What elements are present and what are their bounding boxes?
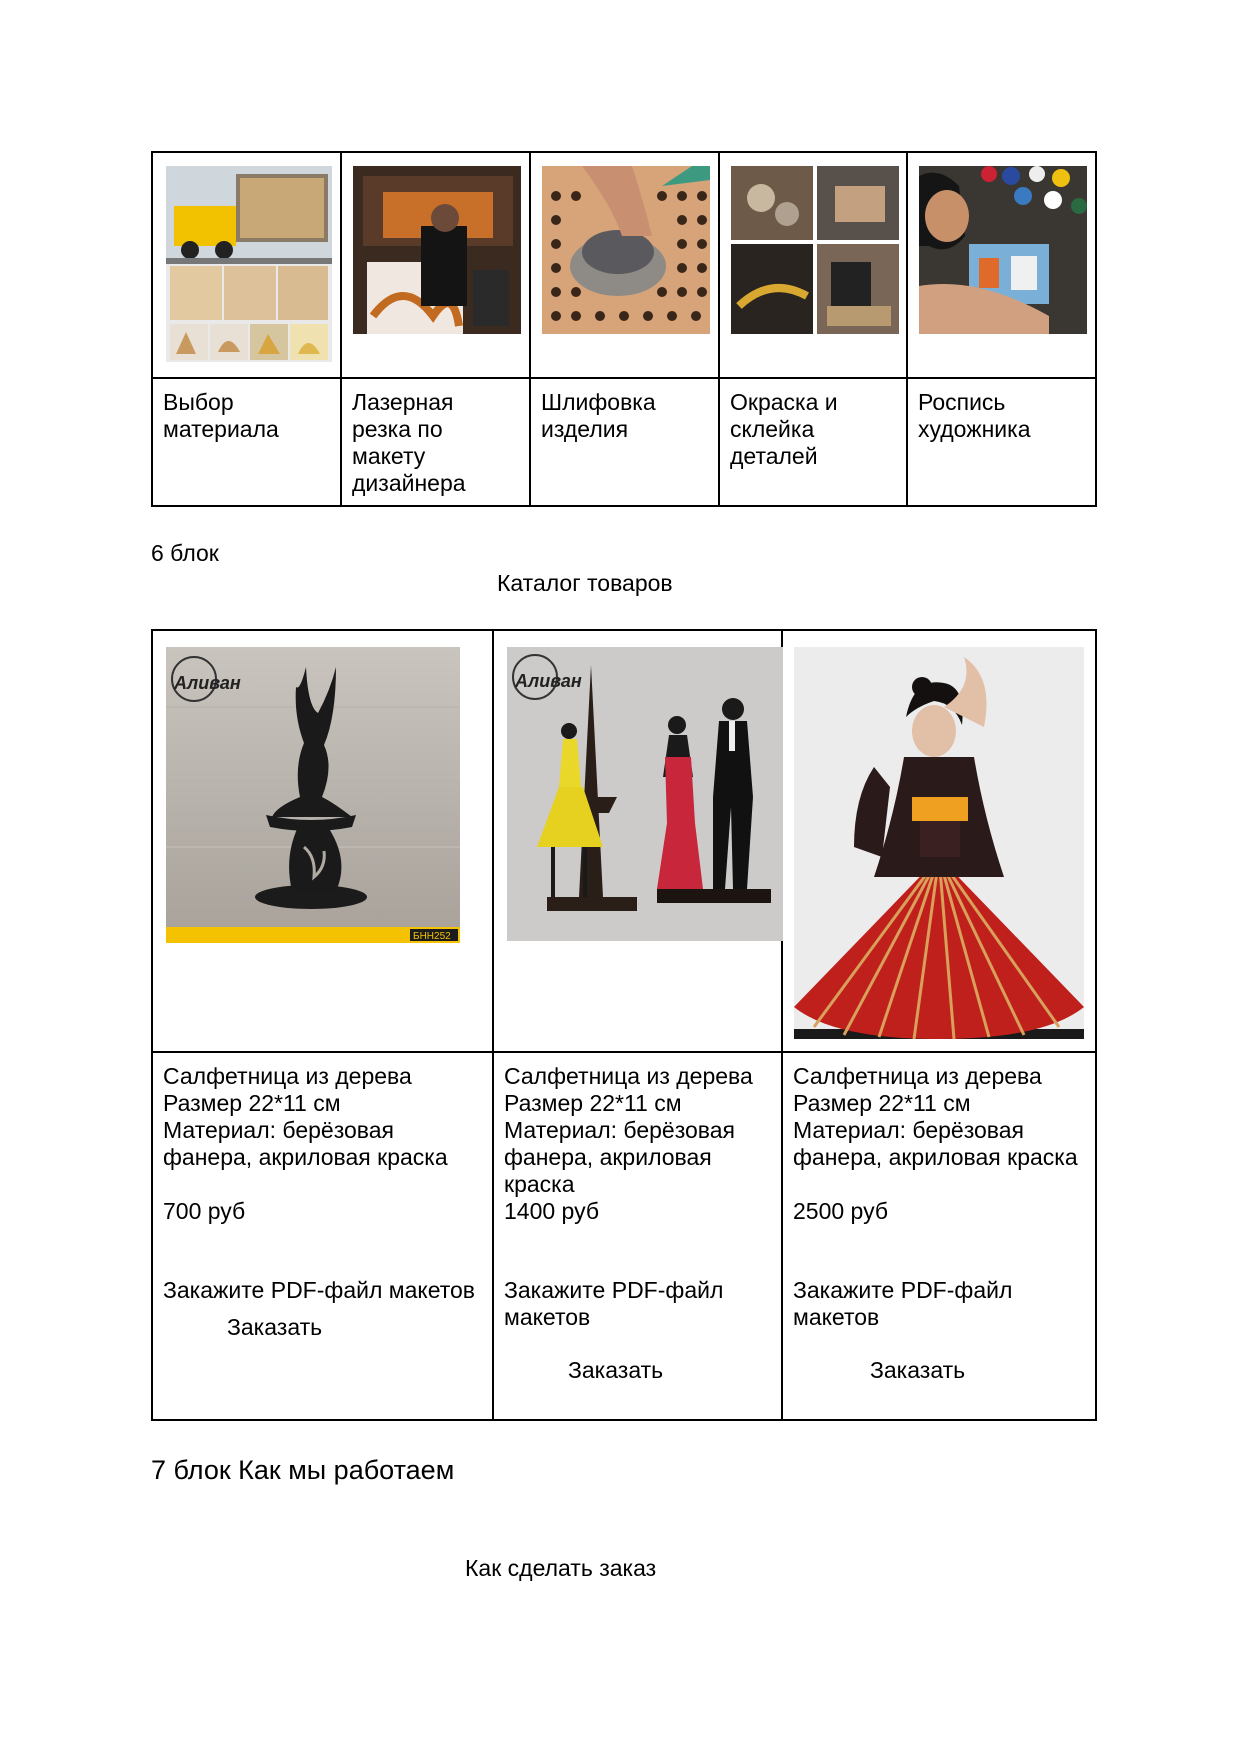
step-caption-line: дизайнера: [352, 470, 466, 496]
order-pdf-text: Закажите PDF-файл макетов: [163, 1277, 476, 1303]
step-caption-cell: [341, 378, 530, 506]
product-size: Размер 22*11 см: [163, 1090, 341, 1116]
step-photo-cell: [719, 152, 907, 378]
step-caption-line: Выбор: [163, 389, 234, 415]
step-caption-line: Роспись: [918, 389, 1006, 415]
order-button[interactable]: Заказать: [227, 1314, 323, 1340]
step-caption-line: материала: [163, 416, 279, 442]
step-caption: [342, 379, 529, 497]
order-pdf-text: Закажите PDF-файл: [504, 1277, 724, 1303]
product-code-label: БНН252: [413, 931, 451, 942]
block-label: 6 блок: [151, 540, 219, 566]
step-caption-line: Лазерная: [352, 389, 454, 415]
step-caption: [908, 379, 1095, 443]
order-pdf-text: Закажите PDF-файл: [793, 1277, 1013, 1303]
order-pdf-text-cont: макетов: [793, 1304, 880, 1330]
painting-gluing-photo: [731, 166, 899, 334]
product-info-cell: [493, 1052, 782, 1420]
product-material: краска: [504, 1171, 575, 1197]
order-button[interactable]: Заказать: [870, 1357, 966, 1383]
step-caption-cell: [530, 378, 719, 506]
product-info: [783, 1053, 1095, 1384]
how-to-order-title: Как сделать заказ: [465, 1555, 657, 1581]
sanding-photo: [542, 166, 710, 334]
step-caption-cell: [152, 378, 341, 506]
brand-logo-text: Аливан: [515, 671, 582, 691]
product-price: 2500 руб: [793, 1198, 889, 1224]
step-caption-line: деталей: [730, 443, 818, 469]
production-steps-table: [151, 151, 1097, 507]
step-caption-line: художника: [918, 416, 1031, 442]
step-caption-line: макету: [352, 443, 426, 469]
product-photo-cell: [493, 630, 782, 1052]
product-price: 1400 руб: [504, 1198, 600, 1224]
step-caption: [720, 379, 906, 470]
product-material: Материал: берёзовая: [793, 1117, 1024, 1143]
step-caption-line: резка по: [352, 416, 443, 442]
product-material: фанера, акриловая краска: [793, 1144, 1078, 1170]
artist-painting-photo: [919, 166, 1087, 334]
product-info: [494, 1053, 781, 1384]
laser-cutting-photo: [353, 166, 521, 334]
step-photo-cell: [341, 152, 530, 378]
product-name: Салфетница из дерева: [504, 1063, 753, 1089]
step-caption: [531, 379, 718, 443]
step-caption-line: изделия: [541, 416, 629, 442]
product-price: 700 руб: [163, 1198, 246, 1224]
product-material: фанера, акриловая: [504, 1144, 712, 1170]
step-photo-cell: [907, 152, 1096, 378]
step-caption-cell: [907, 378, 1096, 506]
product-size: Размер 22*11 см: [504, 1090, 682, 1116]
product-name: Салфетница из дерева: [163, 1063, 412, 1089]
product-photo-paris[interactable]: [507, 647, 783, 941]
block7-heading: 7 блок Как мы работаем: [151, 1455, 455, 1485]
product-photo-dancer[interactable]: [166, 647, 460, 943]
step-caption-line: Шлифовка: [541, 389, 656, 415]
step-caption-line: склейка: [730, 416, 815, 442]
product-info-cell: [152, 1052, 493, 1420]
order-button[interactable]: Заказать: [568, 1357, 664, 1383]
product-photo-geisha[interactable]: [794, 647, 1084, 1039]
product-info-cell: [782, 1052, 1096, 1420]
product-material: фанера, акриловая краска: [163, 1144, 448, 1170]
step-caption: [153, 379, 340, 443]
order-pdf-text-cont: макетов: [504, 1304, 591, 1330]
product-material: Материал: берёзовая: [163, 1117, 394, 1143]
step-caption-cell: [719, 378, 907, 506]
catalog-title: Каталог товаров: [497, 570, 673, 596]
material-photo: [166, 166, 332, 362]
brand-logo-text: Аливан: [174, 673, 241, 693]
step-photo-cell: [152, 152, 341, 378]
product-size: Размер 22*11 см: [793, 1090, 971, 1116]
product-info: [153, 1053, 492, 1341]
product-photo-cell: [152, 630, 493, 1052]
product-catalog-table: [151, 629, 1097, 1421]
product-name: Салфетница из дерева: [793, 1063, 1042, 1089]
product-photo-cell: [782, 630, 1096, 1052]
product-material: Материал: берёзовая: [504, 1117, 735, 1143]
step-caption-line: Окраска и: [730, 389, 838, 415]
step-photo-cell: [530, 152, 719, 378]
